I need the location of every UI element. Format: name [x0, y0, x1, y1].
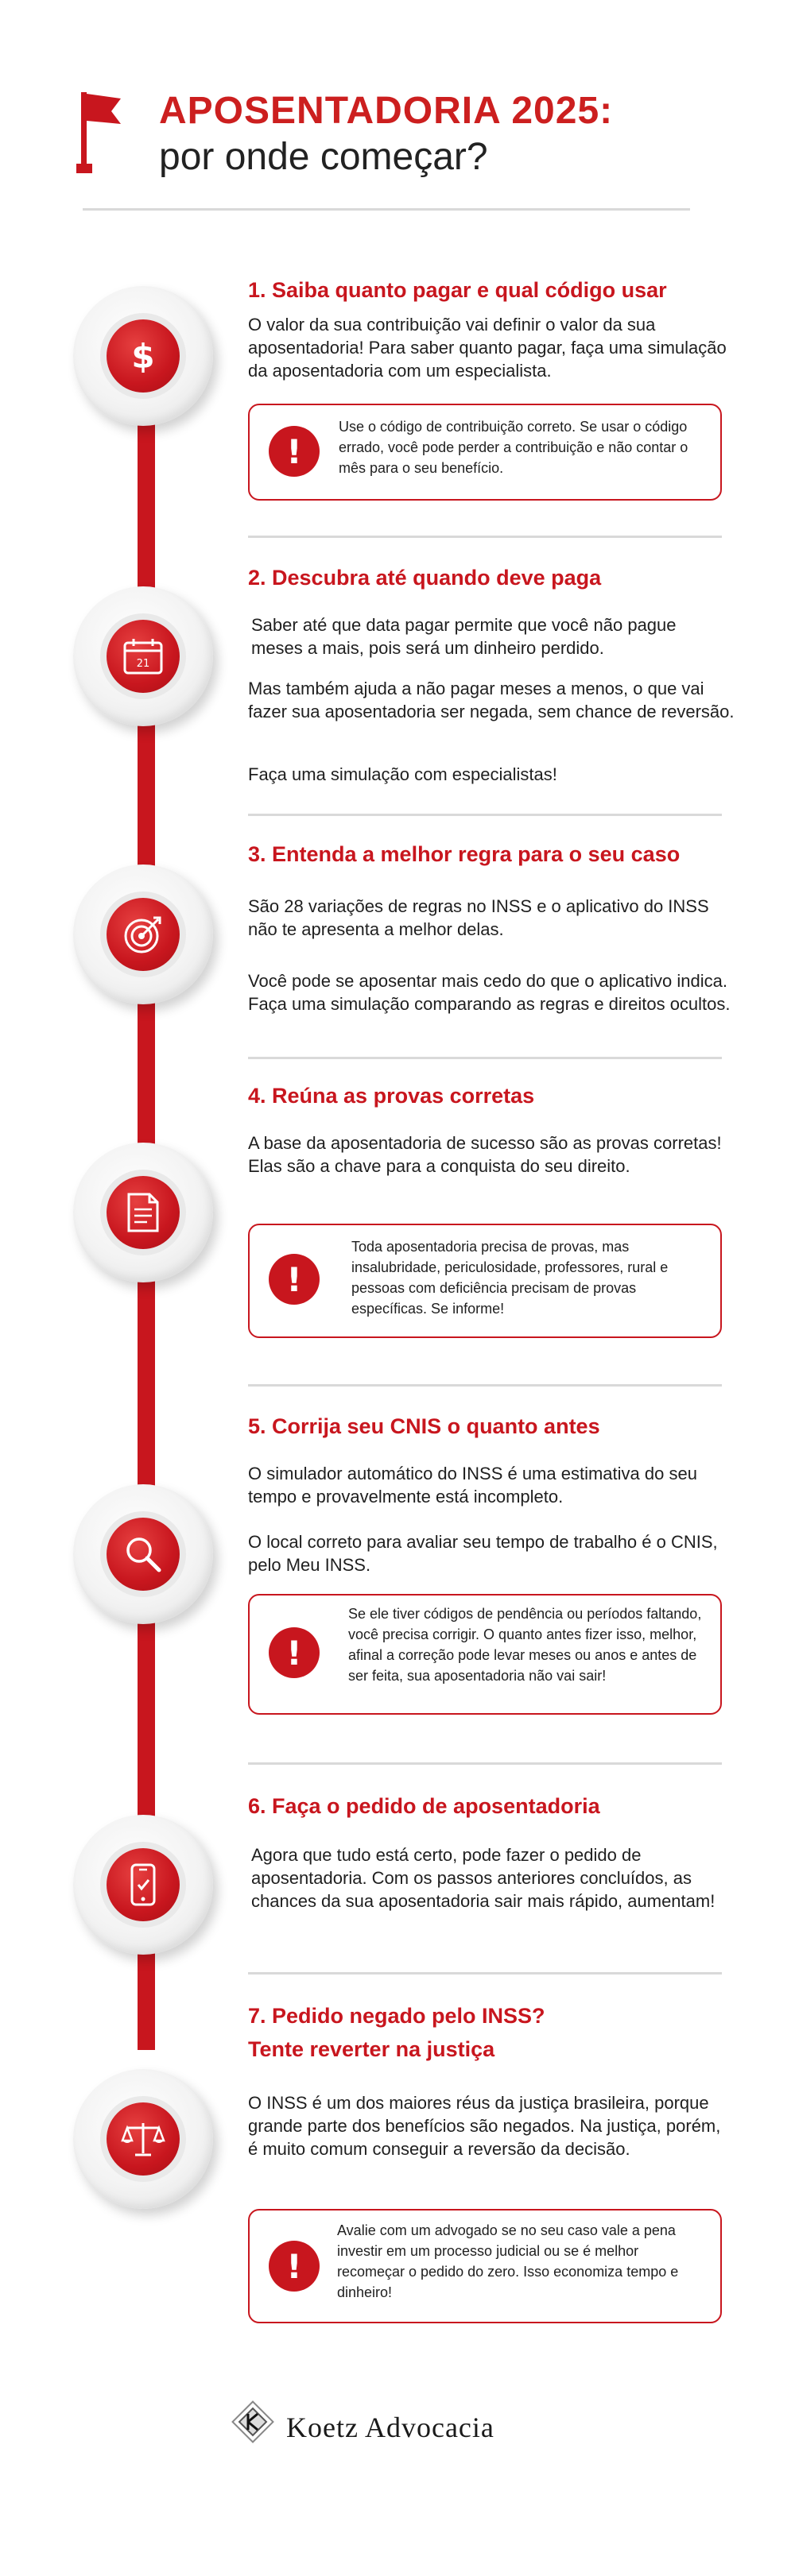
step-6-medal — [73, 1815, 213, 1955]
step-5-medal — [73, 1484, 213, 1624]
document-icon — [107, 1176, 180, 1249]
warning-icon: ! — [269, 1254, 320, 1305]
step-3-medal — [73, 864, 213, 1004]
step-2-medal — [73, 586, 213, 726]
step-1-medal — [73, 286, 213, 426]
step-6-text: Agora que tudo está certo, pode fazer o pedido de aposentadoria. Com os passos anteriores concluídos, as chances da sua aposentadoria sair mais rápido, aumentam! — [251, 1845, 716, 1911]
page-subtitle: por onde começar? — [159, 136, 488, 178]
logo-mark-icon — [227, 2396, 278, 2451]
dollar-icon — [107, 319, 180, 393]
step-4-heading: 4. Reúna as provas corretas — [248, 1084, 535, 1108]
step-7-heading-line2: Tente reverter na justiça — [248, 2037, 495, 2061]
step-5-text-2: O local correto para avaliar seu tempo de trabalho é o CNIS, pelo Meu INSS. — [248, 1532, 718, 1575]
divider — [248, 1762, 722, 1765]
step-4-text: A base da aposentadoria de sucesso são as provas corretas! Elas são a chave para a conquista do seu direito. — [248, 1133, 722, 1176]
divider — [83, 208, 690, 211]
divider — [248, 1057, 722, 1059]
step-1-note — [248, 404, 722, 501]
warning-icon: ! — [269, 1627, 320, 1678]
step-7-text: O INSS é um dos maiores réus da justiça brasileira, porque grande parte dos benefícios são negados. Na justiça, porém, é muito comum conseguir a reversão da decisão. — [248, 2093, 721, 2159]
brand-logo: Koetz Advocacia — [286, 2412, 494, 2443]
step-7-note-text: Avalie com um advogado se no seu caso vale a pena investir em um processo judicial ou se é melhor recomeçar o pedido do zero. Isso economiza tempo e dinheiro! — [337, 2222, 679, 2300]
target-icon — [107, 898, 180, 971]
smartphone-icon — [107, 1848, 180, 1921]
divider — [248, 814, 722, 816]
page-title: APOSENTADORIA 2025: — [159, 90, 614, 132]
warning-icon: ! — [269, 2241, 320, 2292]
step-2-text-3: Faça uma simulação com especialistas! — [248, 764, 557, 784]
step-5-text-1: O simulador automático do INSS é uma estimativa do seu tempo e provavelmente está incompleto. — [248, 1464, 697, 1507]
step-7-medal — [73, 2069, 213, 2209]
step-3-heading: 3. Entenda a melhor regra para o seu caso — [248, 842, 681, 866]
flag-icon — [76, 89, 124, 180]
step-4-medal — [73, 1143, 213, 1282]
step-2-text-2: Mas também ajuda a não pagar meses a menos, o que vai fazer sua aposentadoria ser negada, sem chance de reversão. — [248, 679, 735, 721]
step-5-note — [248, 1594, 722, 1715]
step-3-text-2: Você pode se aposentar mais cedo do que o aplicativo indica. Faça uma simulação comparando as regras e direitos ocultos. — [248, 971, 731, 1014]
step-5-note-text: Se ele tiver códigos de pendência ou períodos faltando, você precisa corrigir. O quanto antes fizer isso, melhor, afinal a correção pode levar meses ou anos e antes de ser feita, sua aposentadoria não vai sair! — [348, 1606, 702, 1684]
step-5-heading: 5. Corrija seu CNIS o quanto antes — [248, 1414, 600, 1438]
warning-icon: ! — [269, 426, 320, 477]
step-1-heading: 1. Saiba quanto pagar e qual código usar — [248, 278, 667, 302]
divider — [248, 536, 722, 538]
step-7-heading: 7. Pedido negado pelo INSS? — [248, 2004, 545, 2028]
svg-text:21: 21 — [136, 658, 150, 670]
step-1-note-text: Use o código de contribuição correto. Se usar o código errado, você pode perder a contribuição e não contar o mês para o seu benefício. — [339, 419, 688, 476]
search-icon — [107, 1518, 180, 1591]
step-6-heading: 6. Faça o pedido de aposentadoria — [248, 1794, 600, 1818]
step-2-heading: 2. Descubra até quando deve paga — [248, 566, 602, 590]
step-2-text-1: Saber até que data pagar permite que você não pague meses a mais, pois será um dinheiro perdido. — [251, 615, 677, 658]
divider — [248, 1384, 722, 1387]
svg-text:$: $ — [131, 337, 155, 376]
step-4-note-text: Toda aposentadoria precisa de provas, mas insalubridade, periculosidade, professores, rural e pessoas com deficiência precisam de provas específicas. Se informe! — [351, 1239, 669, 1317]
step-7-note — [248, 2209, 722, 2323]
scales-icon — [107, 2102, 180, 2176]
calendar-icon — [107, 620, 180, 693]
step-1-text: O valor da sua contribuição vai definir o valor da sua aposentadoria! Para saber quanto pagar, faça uma simulação da aposentadoria com um especialista. — [248, 315, 727, 381]
step-3-text-1: São 28 variações de regras no INSS e o aplicativo do INSS não te apresenta a melhor delas. — [248, 896, 709, 939]
divider — [248, 1972, 722, 1975]
step-4-note — [248, 1224, 722, 1338]
